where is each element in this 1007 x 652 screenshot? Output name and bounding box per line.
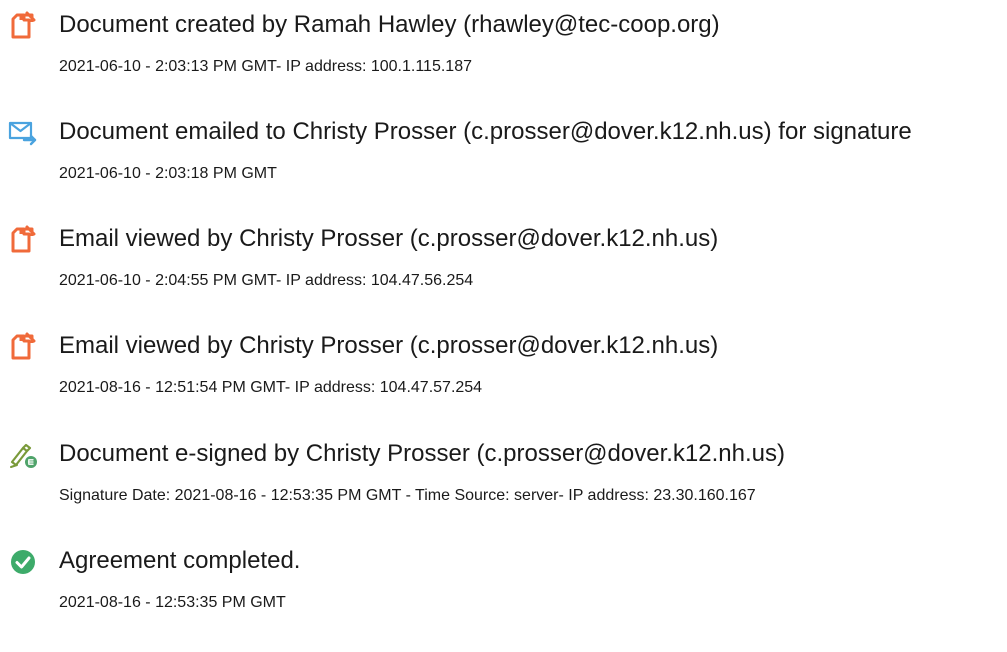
event-timestamp: 2021-06-10 - 2:03:18 PM GMT: [59, 165, 277, 182]
check-circle-icon: [8, 547, 38, 577]
event-timestamp: Signature Date: 2021-08-16 - 12:53:35 PM GMT - Time Source: server- IP address: 23.30.160.167: [59, 487, 756, 504]
audit-event: [0, 107, 1007, 187]
event-title: Document created by Ramah Hawley (rhawley@tec-coop.org): [59, 11, 720, 38]
event-title: Email viewed by Christy Prosser (c.prosser@dover.k12.nh.us): [59, 332, 719, 359]
event-title: Agreement completed.: [59, 547, 301, 574]
audit-event: [0, 0, 1007, 80]
event-timestamp: 2021-06-10 - 2:04:55 PM GMT- IP address: 104.47.56.254: [59, 272, 474, 289]
event-timestamp: 2021-08-16 - 12:51:54 PM GMT- IP address: 104.47.57.254: [59, 379, 483, 396]
event-title: Document emailed to Christy Prosser (c.prosser@dover.k12.nh.us) for signature: [59, 118, 912, 145]
document-icon: [8, 11, 38, 41]
event-title: Document e-signed by Christy Prosser (c.prosser@dover.k12.nh.us): [59, 440, 785, 467]
audit-event: [0, 321, 1007, 401]
document-icon: [8, 225, 38, 255]
audit-event: [0, 214, 1007, 294]
event-timestamp: 2021-08-16 - 12:53:35 PM GMT: [59, 594, 286, 611]
event-timestamp: 2021-06-10 - 2:03:13 PM GMT- IP address: 100.1.115.187: [59, 58, 472, 75]
e-sign-icon: [8, 440, 38, 470]
audit-event: [0, 429, 1007, 509]
event-title: Email viewed by Christy Prosser (c.prosser@dover.k12.nh.us): [59, 225, 719, 252]
document-icon: [8, 332, 38, 362]
audit-event: [0, 536, 1007, 616]
email-sent-icon: [8, 118, 38, 148]
